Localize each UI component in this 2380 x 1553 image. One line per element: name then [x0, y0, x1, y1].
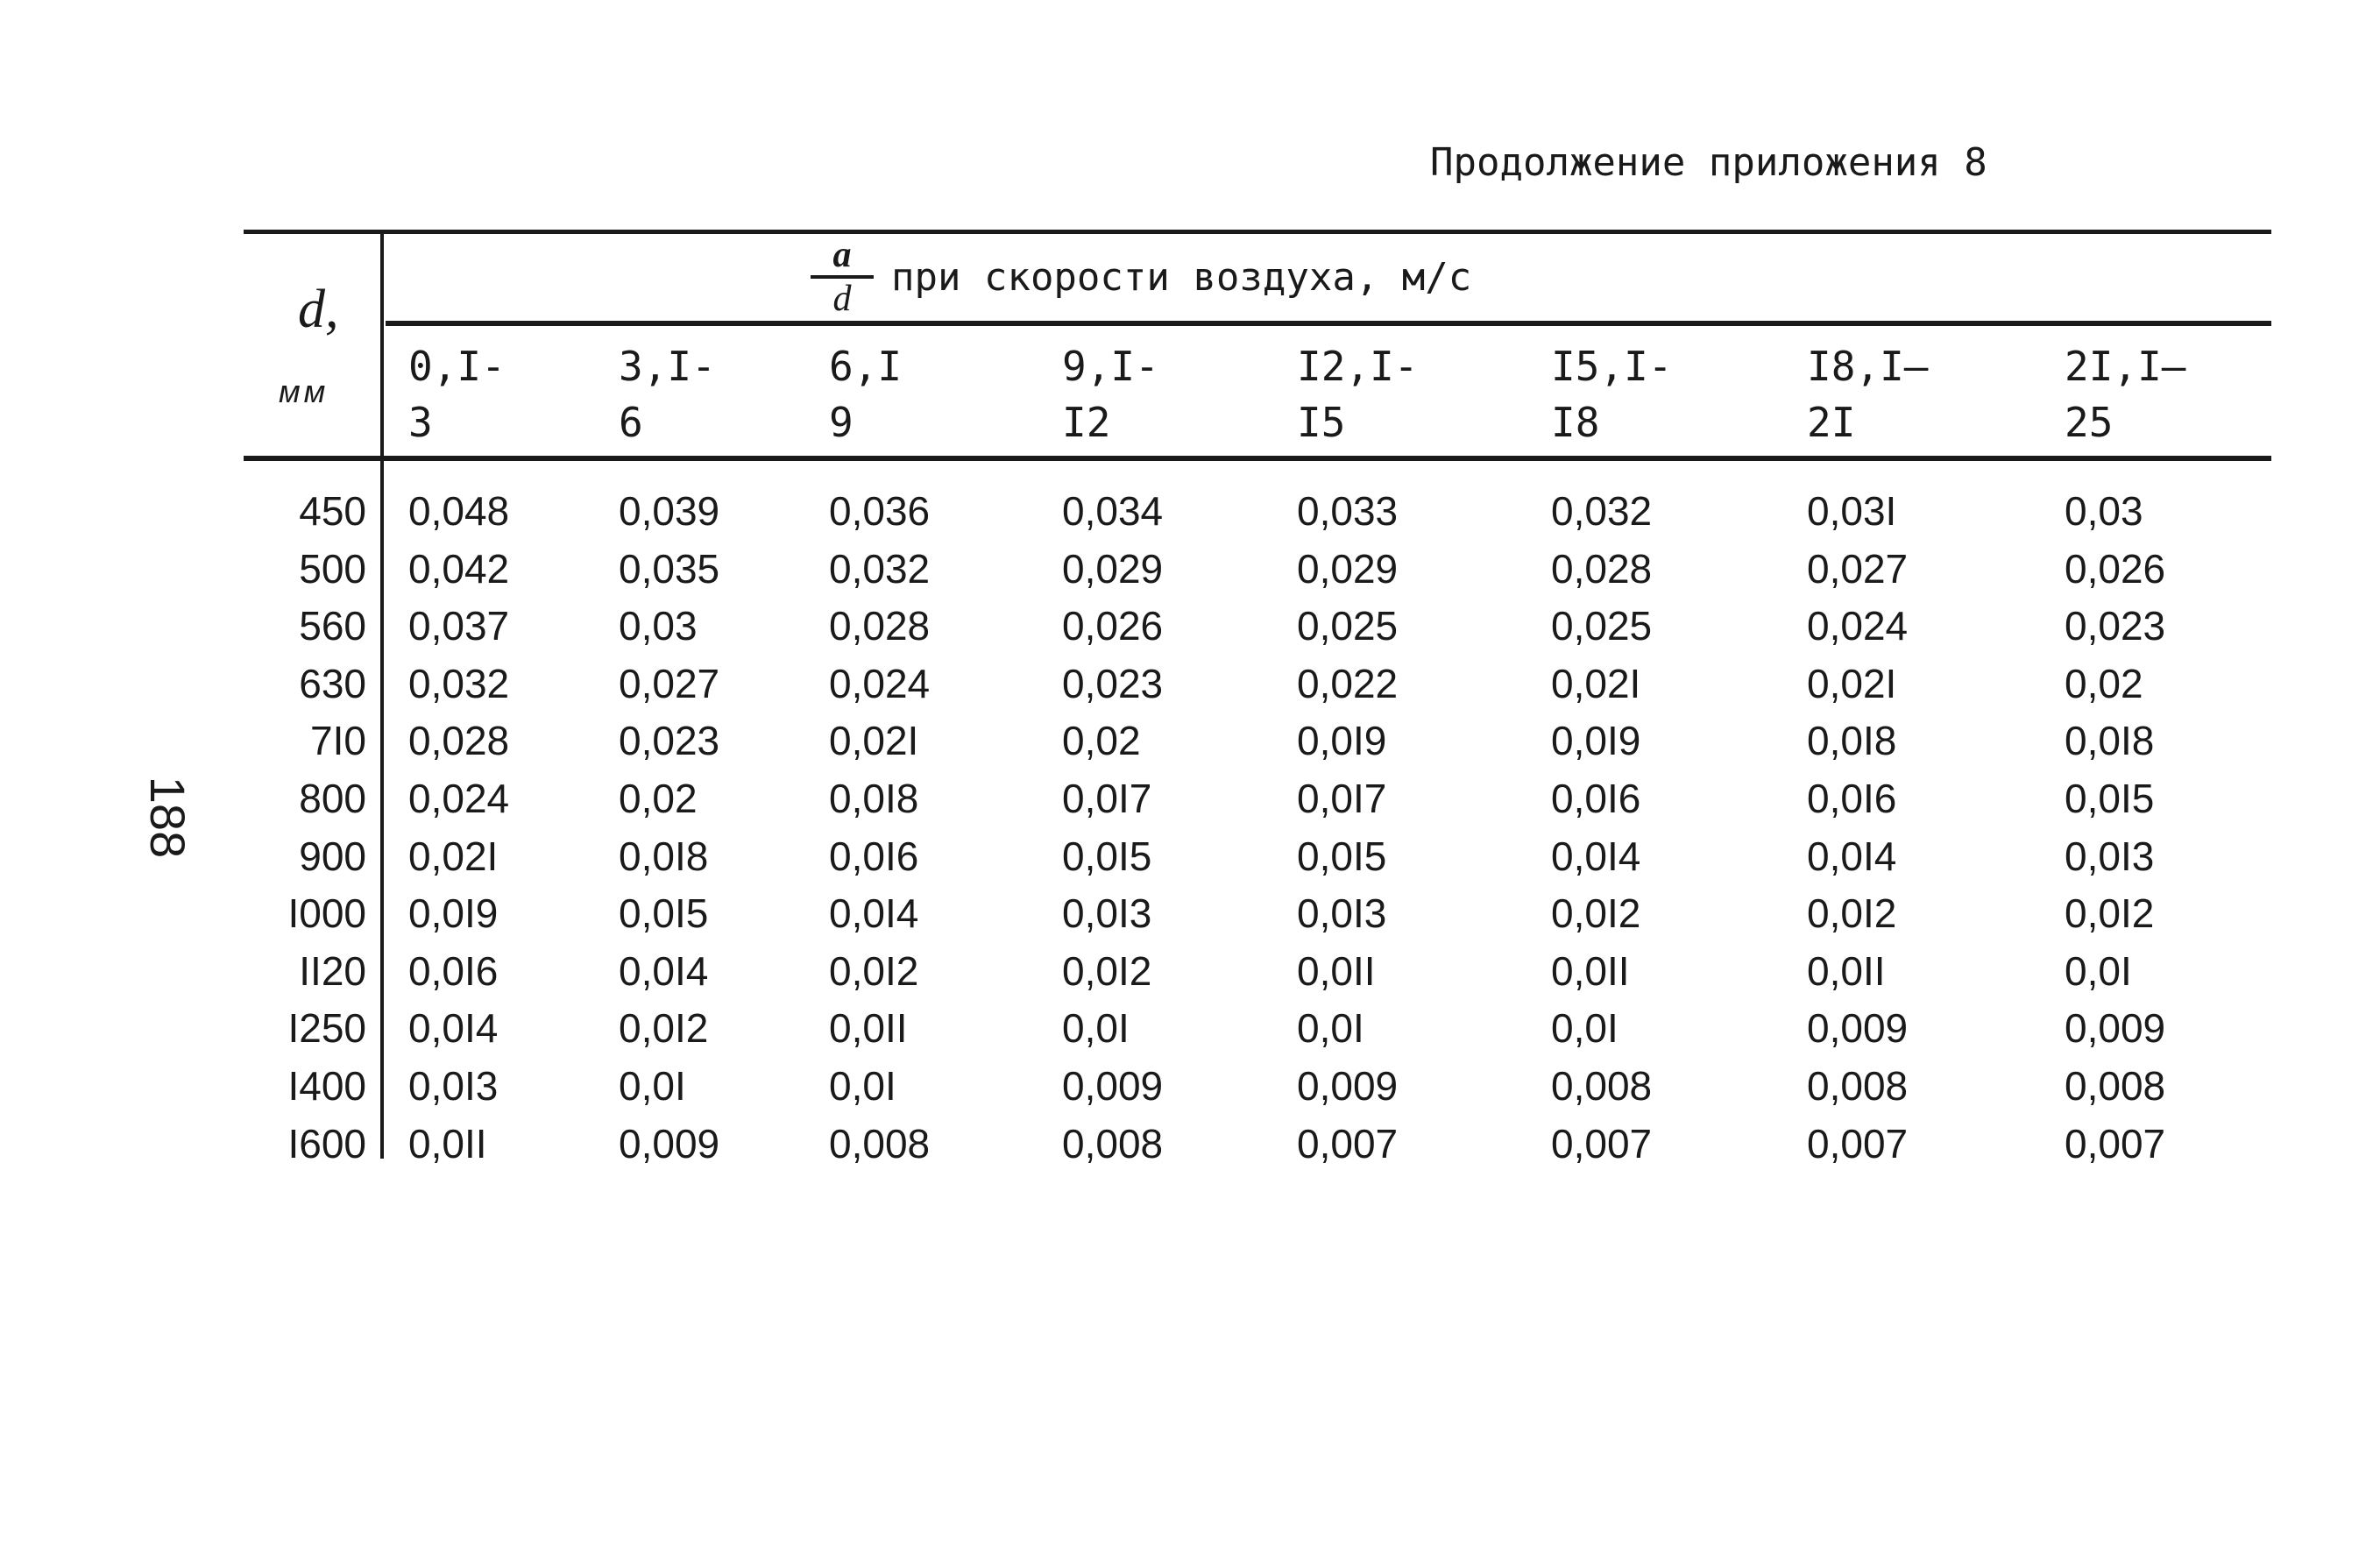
group-header-text: при скорости воздуха, м/с	[891, 254, 1472, 300]
table-cell: 0,023	[2065, 603, 2166, 649]
row-diameter: II20	[299, 947, 366, 994]
table-cell: 0,0I2	[619, 1005, 709, 1052]
table-cell: 0,02I	[408, 833, 499, 879]
table-cell: 0,0II	[1297, 947, 1376, 994]
table-cell: 0,023	[619, 718, 720, 764]
table-cell: 0,025	[1297, 603, 1399, 649]
table-cell: 0,02I	[829, 718, 919, 764]
table-cell: 0,0I3	[408, 1063, 499, 1109]
table-cell: 0,008	[1551, 1063, 1653, 1109]
table-cell: 0,028	[829, 603, 931, 649]
column-header: 6,I 9	[829, 343, 903, 446]
table-cell: 0,0I2	[1551, 890, 1641, 937]
table-cell: 0,0I9	[1551, 718, 1641, 764]
fraction-numerator: a	[832, 235, 852, 275]
column-header: I8,I— 2I	[1807, 343, 1929, 446]
table-cell: 0,03	[619, 603, 698, 649]
table-cell: 0,0I	[619, 1063, 686, 1109]
row-header-divider	[380, 230, 384, 1159]
table-cell: 0,0I4	[408, 1005, 499, 1052]
table-cell: 0,009	[619, 1120, 720, 1167]
table-cell: 0,007	[1297, 1120, 1399, 1167]
table-cell: 0,007	[1807, 1120, 1909, 1167]
table-cell: 0,0II	[829, 1005, 908, 1052]
table-cell: 0,0I	[1551, 1005, 1619, 1052]
table-cell: 0,008	[829, 1120, 931, 1167]
table-cell: 0,0I5	[619, 890, 709, 937]
table-cell: 0,0I2	[2065, 890, 2155, 937]
table-cell: 0,0I7	[1297, 776, 1387, 821]
row-diameter: 500	[299, 545, 366, 592]
table-cell: 0,0I3	[1297, 890, 1387, 937]
table-cell: 0,026	[2065, 545, 2166, 592]
column-header: 0,I- 3	[408, 343, 506, 446]
table-cell: 0,027	[619, 660, 720, 706]
table-cell: 0,0I4	[1807, 833, 1897, 879]
table-cell: 0,0I6	[829, 833, 919, 879]
table-cell: 0,0I9	[408, 890, 499, 937]
table-cell: 0,048	[408, 488, 510, 534]
table-cell: 0,0I6	[1807, 776, 1897, 821]
table-cell: 0,02I	[1551, 660, 1641, 706]
table-cell: 0,024	[829, 660, 931, 706]
table-cell: 0,037	[408, 603, 510, 649]
table-cell: 0,008	[1062, 1120, 1164, 1167]
table-cell: 0,0I6	[408, 947, 499, 994]
row-diameter: 630	[299, 660, 366, 706]
table-cell: 0,024	[1807, 603, 1909, 649]
table-cell: 0,028	[1551, 545, 1653, 592]
table-cell: 0,0I5	[1297, 833, 1387, 879]
table-cell: 0,0I	[829, 1063, 896, 1109]
table-cell: 0,02	[2065, 660, 2143, 706]
row-diameter: I400	[287, 1063, 366, 1109]
table-cell: 0,025	[1551, 603, 1653, 649]
table-cell: 0,029	[1062, 545, 1164, 592]
ratio-fraction	[811, 237, 874, 317]
table-cell: 0,024	[408, 776, 510, 821]
table-cell: 0,0I8	[2065, 718, 2155, 764]
row-header-unit: мм	[279, 373, 329, 409]
page-number: 188	[140, 776, 196, 859]
table-cell: 0,032	[1551, 488, 1653, 534]
table-cell: 0,02	[1062, 718, 1141, 764]
table-cell: 0,0I3	[1062, 890, 1152, 937]
row-diameter: 7I0	[310, 718, 366, 764]
table-cell: 0,009	[2065, 1005, 2166, 1052]
header-bottom-rule	[244, 456, 2271, 461]
table-cell: 0,033	[1297, 488, 1399, 534]
row-diameter: 800	[299, 776, 366, 821]
table-cell: 0,0II	[408, 1120, 487, 1167]
table-cell: 0,0I6	[1551, 776, 1641, 821]
group-header-rule	[386, 321, 2271, 326]
page-heading: Продолжение приложения 8	[1430, 140, 1987, 185]
table-cell: 0,022	[1297, 660, 1399, 706]
fraction-denominator: d	[832, 279, 852, 319]
table-cell: 0,035	[619, 545, 720, 592]
table-cell: 0,026	[1062, 603, 1164, 649]
table-cell: 0,03	[2065, 488, 2143, 534]
table-cell: 0,0I	[1062, 1005, 1130, 1052]
table-cell: 0,0II	[1551, 947, 1630, 994]
table-cell: 0,027	[1807, 545, 1909, 592]
table-cell: 0,0I5	[2065, 776, 2155, 821]
row-header-symbol: d,	[298, 280, 339, 339]
table-cell: 0,039	[619, 488, 720, 534]
table-cell: 0,0I2	[1062, 947, 1152, 994]
table-cell: 0,009	[1297, 1063, 1399, 1109]
row-diameter: I000	[287, 890, 366, 937]
table-cell: 0,0I8	[1807, 718, 1897, 764]
table-cell: 0,007	[1551, 1120, 1653, 1167]
table-cell: 0,036	[829, 488, 931, 534]
row-diameter: 560	[299, 603, 366, 649]
row-diameter: I250	[287, 1005, 366, 1052]
table-cell: 0,0I8	[619, 833, 709, 879]
column-header: I2,I- I5	[1297, 343, 1419, 446]
table-cell: 0,042	[408, 545, 510, 592]
table-cell: 0,009	[1062, 1063, 1164, 1109]
table-cell: 0,03I	[1807, 488, 1897, 534]
table-cell: 0,02I	[1807, 660, 1897, 706]
table-cell: 0,008	[2065, 1063, 2166, 1109]
table-cell: 0,0I8	[829, 776, 919, 821]
table-cell: 0,0I4	[1551, 833, 1641, 879]
table-cell: 0,0I2	[829, 947, 919, 994]
table-cell: 0,009	[1807, 1005, 1909, 1052]
group-header	[811, 237, 1471, 317]
table-cell: 0,0I7	[1062, 776, 1152, 821]
table-cell: 0,0I4	[829, 890, 919, 937]
table-cell: 0,02	[619, 776, 698, 821]
row-diameter: 900	[299, 833, 366, 879]
table-cell: 0,032	[829, 545, 931, 592]
table-cell: 0,0I2	[1807, 890, 1897, 937]
row-diameter: 450	[299, 488, 366, 534]
table-cell: 0,034	[1062, 488, 1164, 534]
table-cell: 0,0I5	[1062, 833, 1152, 879]
table-cell: 0,0I	[1297, 1005, 1364, 1052]
table-cell: 0,0I	[2065, 947, 2132, 994]
table-cell: 0,028	[408, 718, 510, 764]
table-cell: 0,0I3	[2065, 833, 2155, 879]
table-cell: 0,007	[2065, 1120, 2166, 1167]
table-cell: 0,0I9	[1297, 718, 1387, 764]
table-cell: 0,032	[408, 660, 510, 706]
table-cell: 0,0I4	[619, 947, 709, 994]
table-cell: 0,008	[1807, 1063, 1909, 1109]
table-cell: 0,029	[1297, 545, 1399, 592]
row-diameter: I600	[287, 1120, 366, 1167]
table-top-rule	[244, 230, 2271, 234]
table-cell: 0,023	[1062, 660, 1164, 706]
column-header: 9,I- I2	[1062, 343, 1159, 446]
column-header: 3,I- 6	[619, 343, 716, 446]
column-header: I5,I- I8	[1551, 343, 1673, 446]
table-cell: 0,0II	[1807, 947, 1886, 994]
column-header: 2I,I— 25	[2065, 343, 2186, 446]
